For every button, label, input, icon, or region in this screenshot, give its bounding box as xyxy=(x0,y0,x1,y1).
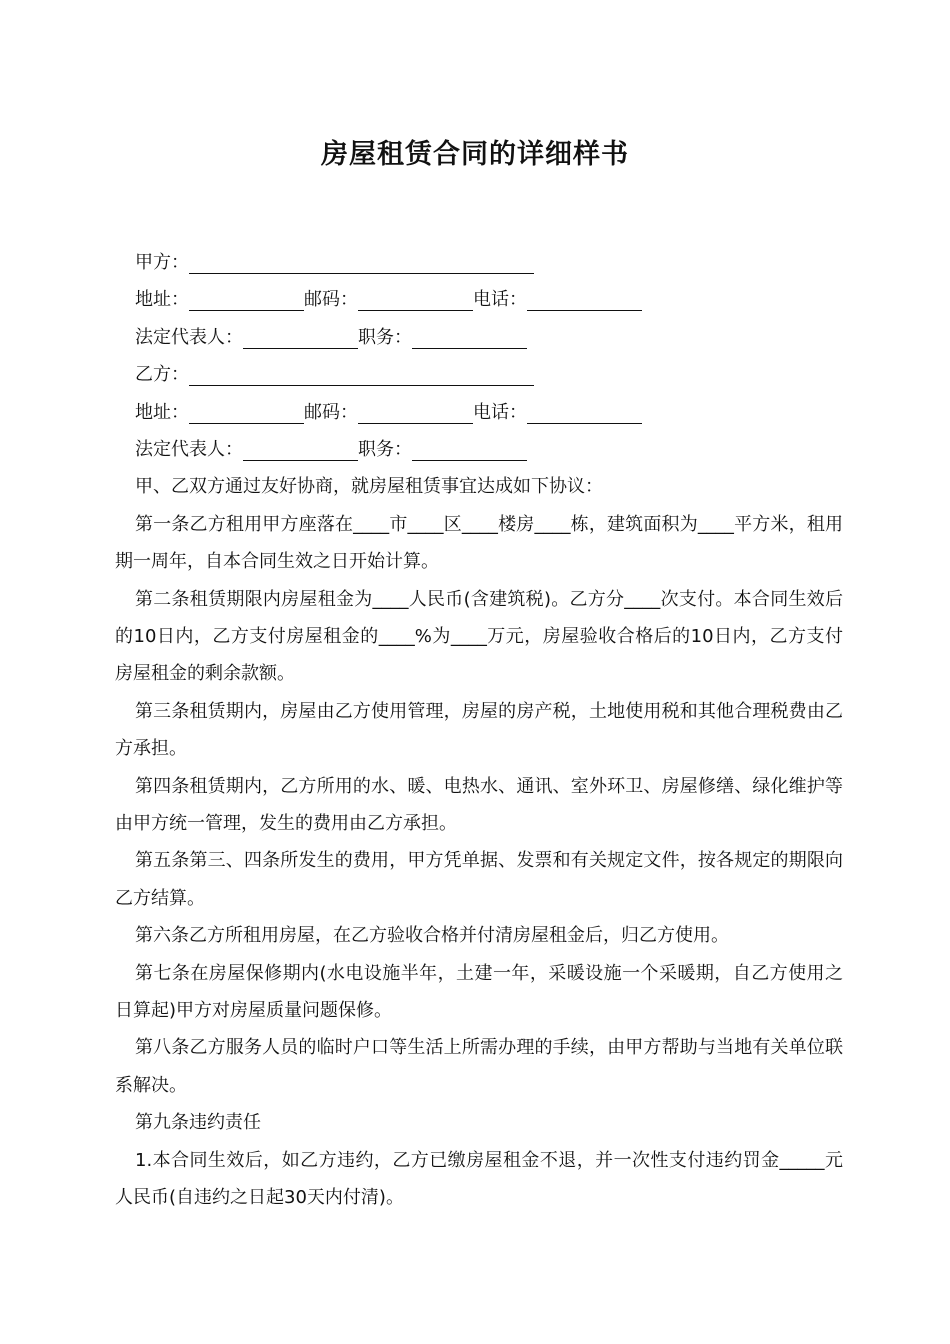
paragraph-article-9-item-1: 1.本合同生效后，如乙方违约，乙方已缴房屋租金不退，并一次性支付违约罚金_____元人民币(自违约之日起30天内付清)。 xyxy=(115,1149,843,1209)
party-a-position-blank xyxy=(412,324,527,349)
party-b-postcode-blank xyxy=(358,399,473,424)
party-a-rep-blank xyxy=(243,324,358,349)
document-body xyxy=(115,244,843,1216)
party-b-postcode-label: 邮码： xyxy=(304,401,358,423)
party-b-phone-label: 电话： xyxy=(473,401,527,423)
paragraph-article-3: 第三条租赁期内，房屋由乙方使用管理，房屋的房产税，土地使用税和其他合理税费由乙方承担。 xyxy=(115,700,843,760)
document-title: 房屋租赁合同的详细样书 xyxy=(321,139,629,170)
paragraph-intro: 甲、乙双方通过友好协商，就房屋租赁事宜达成如下协议： xyxy=(135,476,603,498)
party-a-phone-label: 电话： xyxy=(473,289,527,311)
party-a-postcode-blank xyxy=(358,286,473,311)
paragraph-article-6: 第六条乙方所租用房屋，在乙方验收合格并付清房屋租金后，归乙方使用。 xyxy=(135,925,729,947)
party-b-address-label: 地址： xyxy=(135,401,189,423)
party-a-rep-label: 法定代表人： xyxy=(135,326,243,348)
party-b-line xyxy=(115,356,843,393)
party-b-rep-label: 法定代表人： xyxy=(135,438,243,460)
paragraph-article-5: 第五条第三、四条所发生的费用，甲方凭单据、发票和有关规定文件，按各规定的期限向乙方结算。 xyxy=(115,850,843,909)
paragraph-article-7: 第七条在房屋保修期内(水电设施半年，土建一年，采暖设施一个采暖期，自乙方使用之日算起)甲方对房屋质量问题保修。 xyxy=(115,962,843,1022)
party-b-label: 乙方： xyxy=(135,364,189,386)
party-a-contact-line xyxy=(115,281,843,318)
paragraph-article-9-heading: 第九条违约责任 xyxy=(135,1112,261,1134)
party-a-line xyxy=(115,244,843,281)
party-b-address-blank xyxy=(189,399,304,424)
party-b-phone-blank xyxy=(527,399,642,424)
party-a-address-label: 地址： xyxy=(135,289,189,311)
party-b-blank xyxy=(189,361,534,386)
party-b-position-label: 职务： xyxy=(358,438,412,460)
party-a-label: 甲方： xyxy=(135,252,189,273)
party-b-rep-line xyxy=(115,431,843,468)
party-a-blank xyxy=(189,249,534,274)
paragraph-article-8: 第八条乙方服务人员的临时户口等生活上所需办理的手续，由甲方帮助与当地有关单位联系解决。 xyxy=(115,1037,843,1096)
party-b-position-blank xyxy=(412,436,527,461)
paragraph-article-1: 第一条乙方租用甲方座落在____市____区____楼房____栋，建筑面积为____平方米，租用期一周年，自本合同生效之日开始计算。 xyxy=(115,513,843,573)
party-b-contact-line xyxy=(115,394,843,431)
party-a-rep-line xyxy=(115,319,843,356)
paragraph-article-4: 第四条租赁期内，乙方所用的水、暖、电热水、通讯、室外环卫、房屋修缮、绿化维护等由甲方统一管理，发生的费用由乙方承担。 xyxy=(115,775,843,834)
party-b-rep-blank xyxy=(243,436,358,461)
paragraph-article-2: 第二条租赁期限内房屋租金为____人民币(含建筑税)。乙方分____次支付。本合同生效后的10日内，乙方支付房屋租金的____%为____万元，房屋验收合格后的10日内，乙方支付房屋租金的剩余款额。 xyxy=(115,588,843,685)
party-a-position-label: 职务： xyxy=(358,326,412,348)
party-a-address-blank xyxy=(189,286,304,311)
party-a-postcode-label: 邮码： xyxy=(304,289,358,311)
party-a-phone-blank xyxy=(527,286,642,311)
